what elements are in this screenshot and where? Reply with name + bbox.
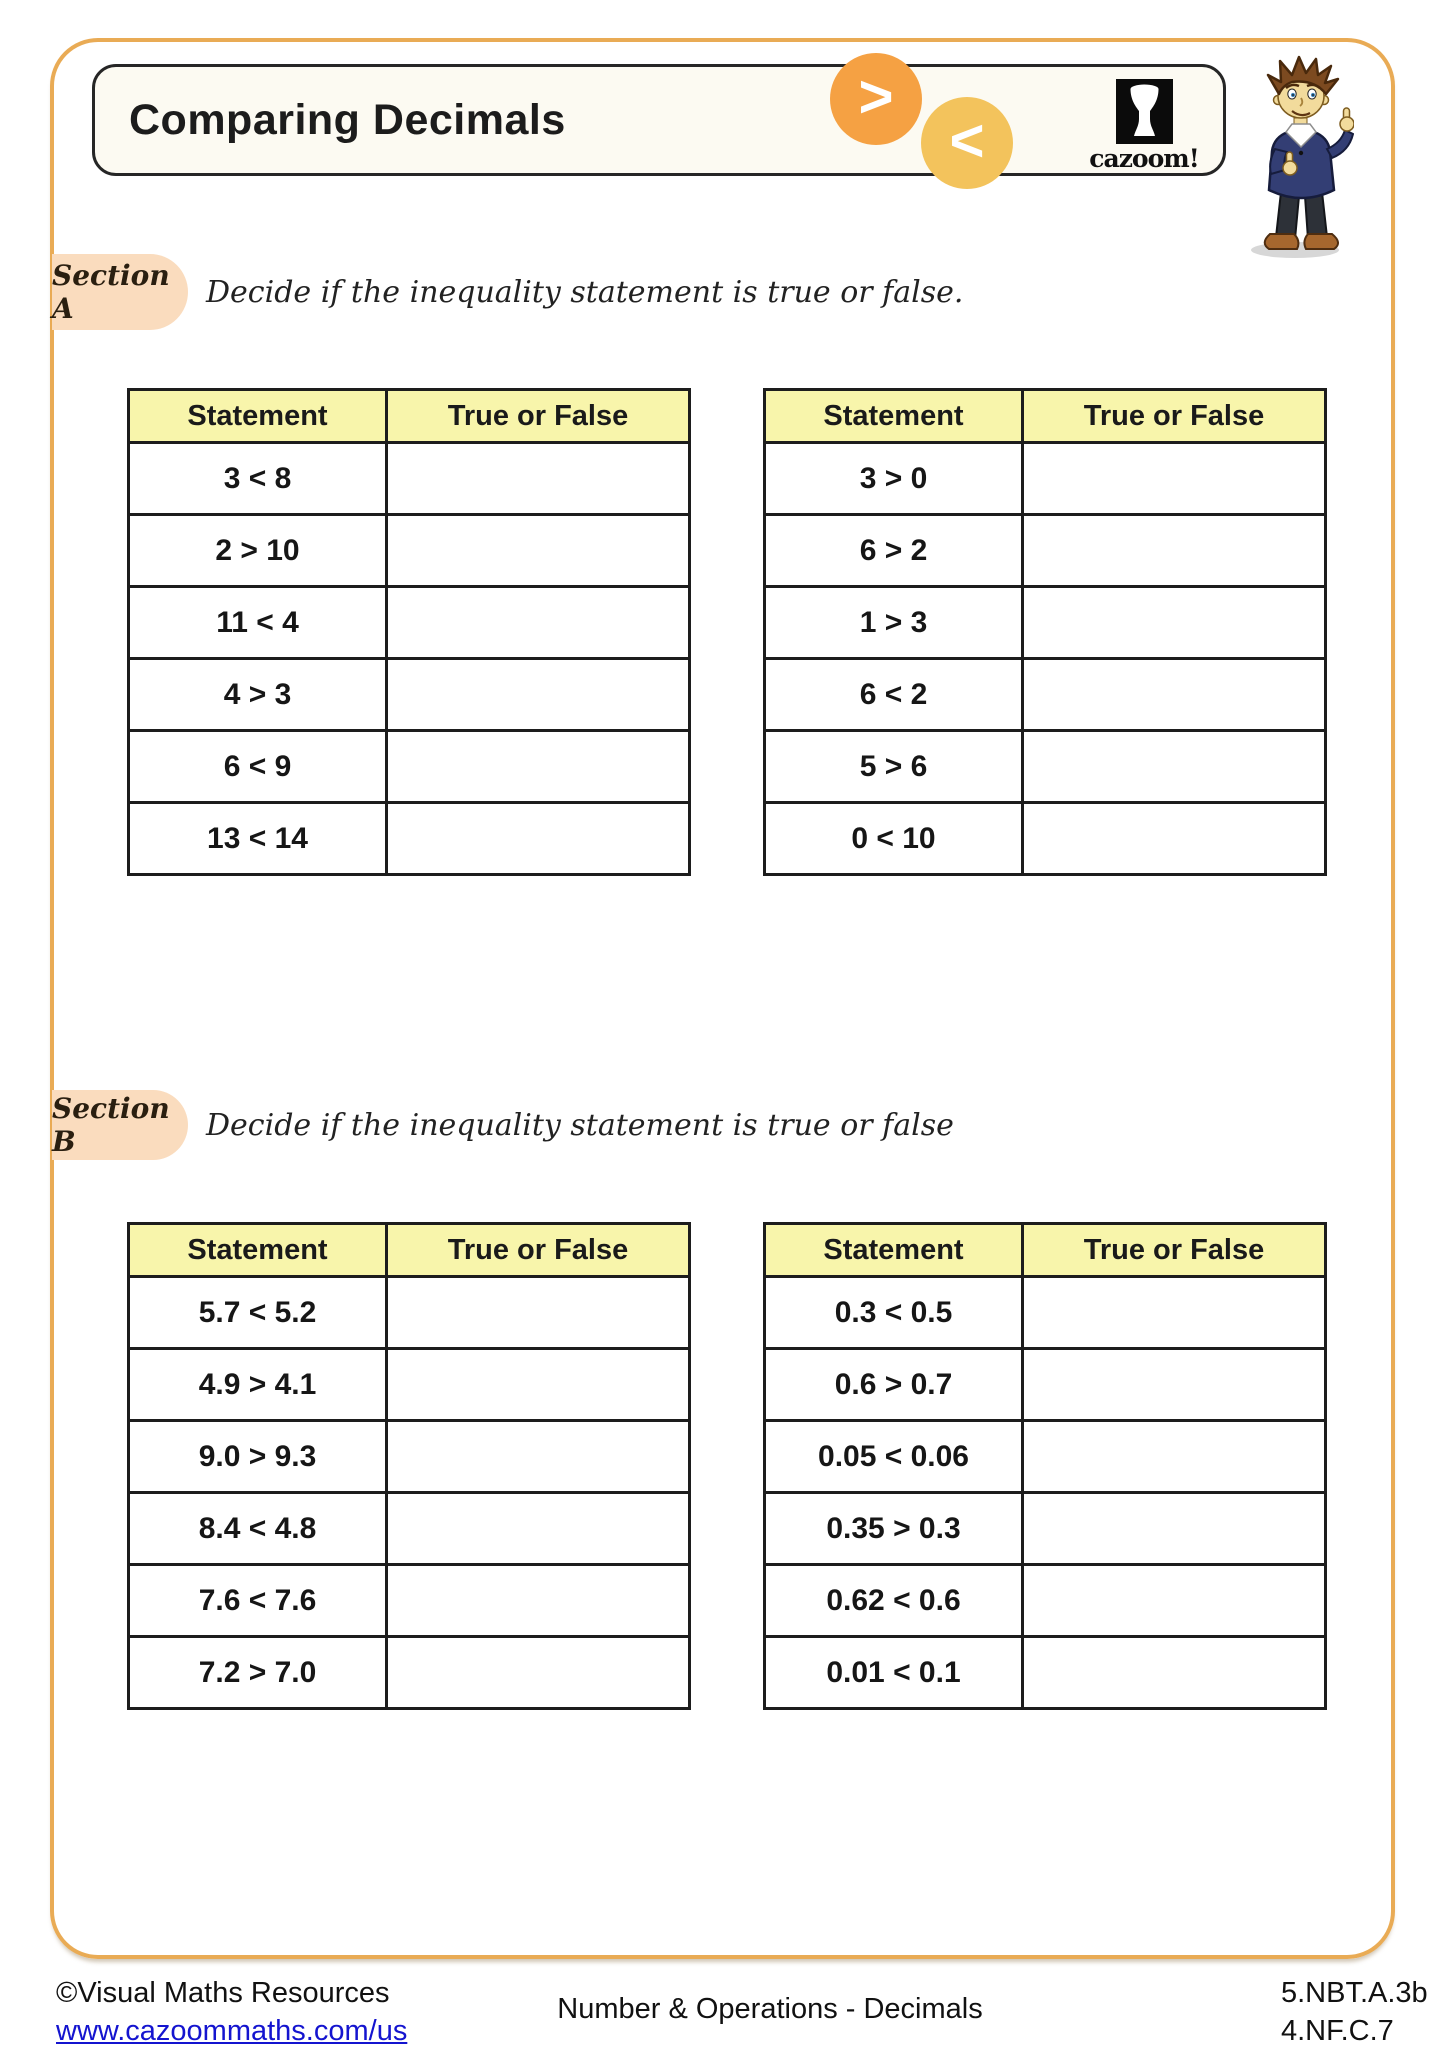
section-a-table-1 <box>127 388 691 876</box>
table-row <box>129 659 690 731</box>
statement-cell: 0.6 > 0.7 <box>765 1349 1023 1421</box>
statement-cell: 0.05 < 0.06 <box>765 1421 1023 1493</box>
website-link[interactable]: www.cazoommaths.com/us <box>56 2015 408 2047</box>
section-a-table-2 <box>763 388 1327 876</box>
table-row <box>129 515 690 587</box>
true-false-column-header: True or False <box>1023 390 1326 443</box>
answer-cell[interactable] <box>1023 443 1326 515</box>
statement-cell: 0.35 > 0.3 <box>765 1493 1023 1565</box>
table-row <box>765 1637 1326 1709</box>
section-b-table-1 <box>127 1222 691 1710</box>
statement-cell: 2 > 10 <box>129 515 387 587</box>
mascot-boy-illustration <box>1248 54 1354 260</box>
answer-cell[interactable] <box>1023 1277 1326 1349</box>
statement-cell: 4 > 3 <box>129 659 387 731</box>
statement-cell: 13 < 14 <box>129 803 387 875</box>
answer-cell[interactable] <box>387 587 690 659</box>
section-a-instruction: Decide if the inequality statement is true or false. <box>206 275 964 310</box>
statement-cell: 5 > 6 <box>765 731 1023 803</box>
table-row <box>765 515 1326 587</box>
section-b-table-2 <box>763 1222 1327 1710</box>
table-row <box>129 731 690 803</box>
statement-cell: 11 < 4 <box>129 587 387 659</box>
answer-cell[interactable] <box>387 1421 690 1493</box>
table-row <box>765 1277 1326 1349</box>
table-row <box>129 1637 690 1709</box>
table-row <box>765 1349 1326 1421</box>
table-row <box>765 1493 1326 1565</box>
statement-cell: 7.6 < 7.6 <box>129 1565 387 1637</box>
table-row <box>765 659 1326 731</box>
answer-cell[interactable] <box>1023 587 1326 659</box>
statement-column-header: Statement <box>129 1224 387 1277</box>
answer-cell[interactable] <box>1023 1637 1326 1709</box>
true-false-column-header: True or False <box>387 1224 690 1277</box>
true-false-column-header: True or False <box>387 390 690 443</box>
answer-cell[interactable] <box>387 515 690 587</box>
section-b-instruction: Decide if the inequality statement is true or false <box>206 1108 954 1143</box>
statement-cell: 3 > 0 <box>765 443 1023 515</box>
section-a-label-text: Section A <box>52 259 170 325</box>
answer-cell[interactable] <box>1023 731 1326 803</box>
cazoom-logo <box>1088 79 1200 173</box>
statement-cell: 4.9 > 4.1 <box>129 1349 387 1421</box>
statement-cell: 7.2 > 7.0 <box>129 1637 387 1709</box>
answer-cell[interactable] <box>387 731 690 803</box>
answer-cell[interactable] <box>387 1565 690 1637</box>
answer-cell[interactable] <box>1023 659 1326 731</box>
footer-standards <box>1281 1974 1428 2048</box>
less-than-glyph: < <box>949 106 985 174</box>
statement-cell: 8.4 < 4.8 <box>129 1493 387 1565</box>
statement-cell: 6 < 2 <box>765 659 1023 731</box>
statement-cell: 6 > 2 <box>765 515 1023 587</box>
table-row <box>765 587 1326 659</box>
answer-cell[interactable] <box>387 803 690 875</box>
answer-cell[interactable] <box>1023 1493 1326 1565</box>
table-row <box>129 587 690 659</box>
statement-cell: 3 < 8 <box>129 443 387 515</box>
true-false-column-header: True or False <box>1023 1224 1326 1277</box>
statement-column-header: Statement <box>765 1224 1023 1277</box>
answer-cell[interactable] <box>1023 803 1326 875</box>
answer-cell[interactable] <box>387 1277 690 1349</box>
table-row <box>129 1493 690 1565</box>
statement-cell: 1 > 3 <box>765 587 1023 659</box>
statement-cell: 0.62 < 0.6 <box>765 1565 1023 1637</box>
table-row <box>765 443 1326 515</box>
answer-cell[interactable] <box>387 1493 690 1565</box>
statement-cell: 0.01 < 0.1 <box>765 1637 1023 1709</box>
cazoom-logo-text: cazoom! <box>1089 144 1199 173</box>
section-a-label <box>52 254 188 330</box>
answer-cell[interactable] <box>1023 1565 1326 1637</box>
answer-cell[interactable] <box>1023 1349 1326 1421</box>
statement-cell: 6 < 9 <box>129 731 387 803</box>
less-than-icon <box>921 97 1013 189</box>
statement-column-header: Statement <box>765 390 1023 443</box>
table-row <box>129 1349 690 1421</box>
table-row <box>129 1565 690 1637</box>
answer-cell[interactable] <box>387 1637 690 1709</box>
statement-column-header: Statement <box>129 390 387 443</box>
standard-code-1: 5.NBT.A.3b <box>1281 1977 1428 2009</box>
statement-cell: 9.0 > 9.3 <box>129 1421 387 1493</box>
answer-cell[interactable] <box>387 443 690 515</box>
statement-cell: 0 < 10 <box>765 803 1023 875</box>
table-row <box>765 731 1326 803</box>
table-row <box>765 1565 1326 1637</box>
table-row <box>129 803 690 875</box>
greater-than-glyph: > <box>858 62 894 130</box>
statement-cell: 0.3 < 0.5 <box>765 1277 1023 1349</box>
standard-code-2: 4.NF.C.7 <box>1281 2015 1394 2047</box>
section-b-label-text: Section B <box>52 1092 170 1158</box>
table-row <box>765 803 1326 875</box>
answer-cell[interactable] <box>387 1349 690 1421</box>
answer-cell[interactable] <box>1023 1421 1326 1493</box>
answer-cell[interactable] <box>387 659 690 731</box>
table-row <box>129 1277 690 1349</box>
table-row <box>129 1421 690 1493</box>
greater-than-icon <box>830 53 922 145</box>
answer-cell[interactable] <box>1023 515 1326 587</box>
section-b-label <box>52 1090 188 1160</box>
statement-cell: 5.7 < 5.2 <box>129 1277 387 1349</box>
footer-topic: Number & Operations - Decimals <box>557 1993 983 2025</box>
table-row <box>765 1421 1326 1493</box>
copyright-text: ©Visual Maths Resources <box>56 1977 390 2009</box>
table-row <box>129 443 690 515</box>
title-box <box>92 64 1226 176</box>
cazoom-drum-icon <box>1116 79 1173 144</box>
page-title: Comparing Decimals <box>129 95 566 144</box>
